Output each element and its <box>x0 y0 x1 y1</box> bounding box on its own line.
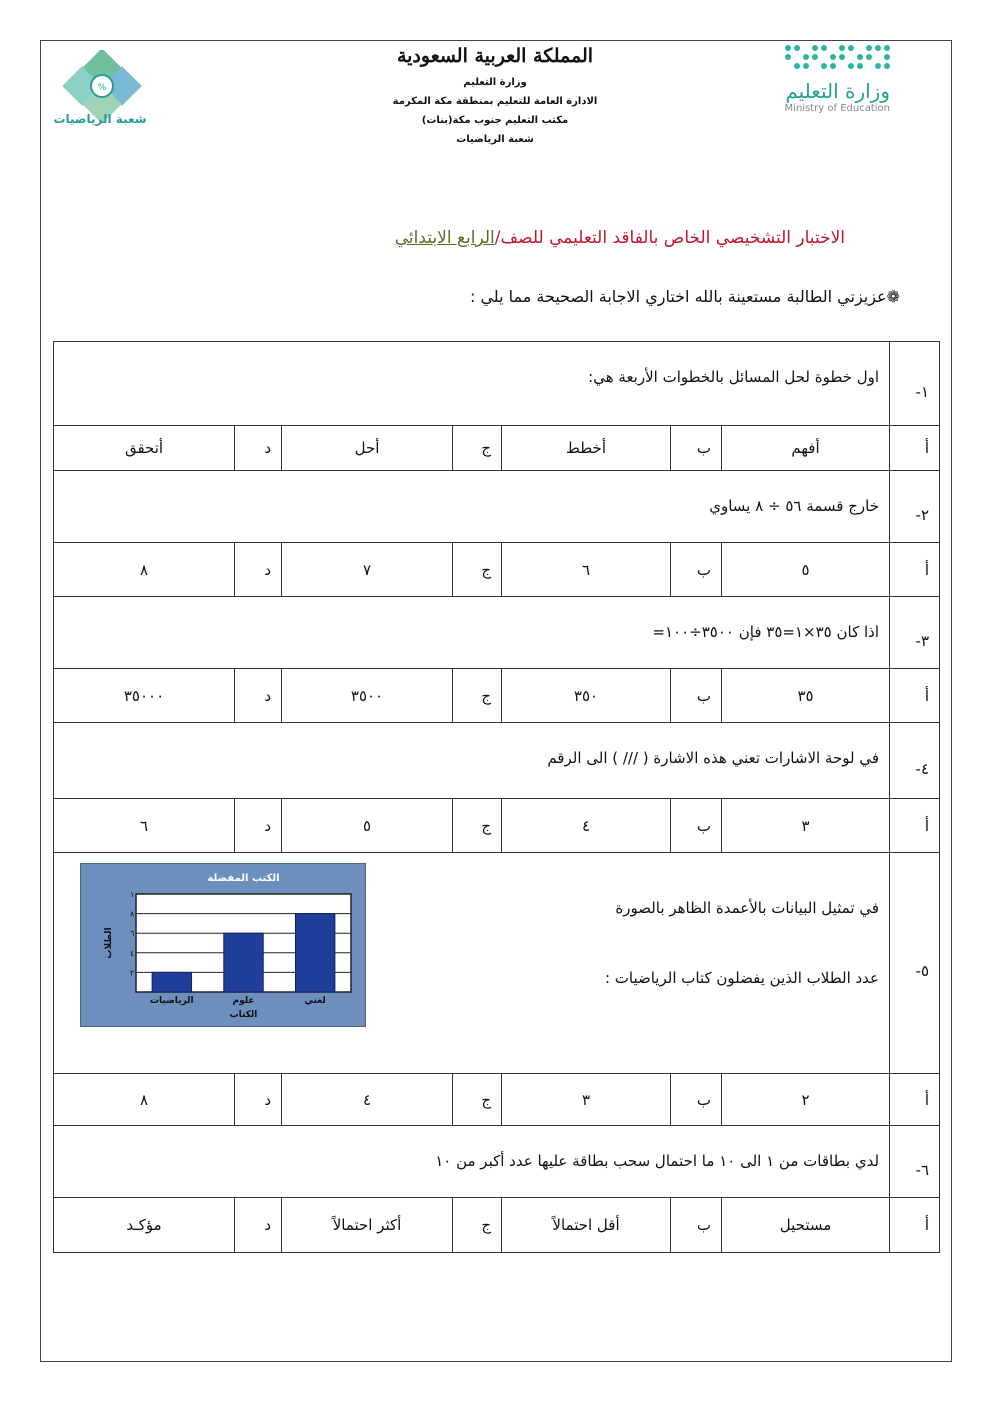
question-row <box>54 853 940 1074</box>
ministry-logo <box>770 45 890 114</box>
bar-chart <box>81 864 365 1026</box>
question-text: في لوحة الاشارات تعني هذه الاشارة ( /// ) الى الرقم <box>54 723 890 799</box>
option-d[interactable]: ٦ <box>54 799 235 853</box>
question-text: في تمثيل البيانات بالأعمدة الظاهر بالصورة <box>615 899 880 917</box>
option-b[interactable]: ٤ <box>502 799 671 853</box>
option-label-d: د <box>235 1198 282 1253</box>
question-row <box>54 1126 940 1198</box>
option-b[interactable]: أخطط <box>502 426 671 471</box>
question-number: ٣- <box>890 597 940 669</box>
question-number: ٢- <box>890 471 940 543</box>
option-c[interactable]: أحل <box>282 426 453 471</box>
option-c[interactable]: ٧ <box>282 543 453 597</box>
question-number: ٥- <box>890 853 940 1074</box>
option-label-b: ب <box>671 1198 722 1253</box>
option-a[interactable]: ٣٥ <box>722 669 890 723</box>
chart-x-axis-label: الكتاب <box>229 1010 258 1020</box>
kingdom-name: المملكة العربية السعودية <box>396 45 594 67</box>
ministry-name-english: Ministry of Education <box>784 103 890 114</box>
question-row <box>54 597 940 669</box>
header-line-office: مكتب التعليم جنوب مكة(بنات) <box>421 115 569 126</box>
option-label-c: ج <box>453 426 502 471</box>
option-label-d: د <box>235 426 282 471</box>
chart-category-label: علوم <box>232 996 255 1006</box>
option-c[interactable]: ٣٥٠٠ <box>282 669 453 723</box>
question-text: اول خطوة لحل المسائل بالخطوات الأربعة هي: <box>54 342 890 426</box>
question-text: خارج قسمة ٥٦ ÷ ٨ يساوي <box>54 471 890 543</box>
option-label-a: أ <box>890 426 940 471</box>
option-b[interactable]: أقل احتمالاً <box>502 1198 671 1253</box>
question-text: اذا كان ٣٥×١=٣٥ فإن ٣٥٠٠÷١٠٠= <box>54 597 890 669</box>
option-label-d: د <box>235 1074 282 1126</box>
header-line-directorate: الادارة العامة للتعليم بمنطقة مكة المكرمة <box>392 96 598 107</box>
option-a[interactable]: أفهم <box>722 426 890 471</box>
chart-category-label: الرياضيات <box>150 996 194 1006</box>
exam-title <box>150 228 845 248</box>
option-label-d: د <box>235 799 282 853</box>
header-center <box>330 45 660 149</box>
option-b[interactable]: ٦ <box>502 543 671 597</box>
question-row <box>54 471 940 543</box>
question-number: ١- <box>890 342 940 426</box>
options-row <box>54 1198 940 1253</box>
option-d[interactable]: ٨ <box>54 1074 235 1126</box>
option-b[interactable]: ٣ <box>502 1074 671 1126</box>
ministry-name-arabic: وزارة التعليم <box>785 79 890 103</box>
questions-table <box>53 341 940 1253</box>
chart-y-axis-label: الطلاب <box>104 927 114 959</box>
option-a[interactable]: ٣ <box>722 799 890 853</box>
question-text: لدي بطاقات من ١ الى ١٠ ما احتمال سحب بطاقة عليها عدد أكبر من ١٠ <box>54 1126 890 1198</box>
question-text-2: عدد الطلاب الذين يفضلون كتاب الرياضيات : <box>604 969 880 987</box>
exam-title-grade: الرابع الابتدائي <box>394 228 495 248</box>
chart-ytick-label: ٦ <box>130 929 135 939</box>
svg-text:%: % <box>97 83 107 93</box>
instruction: ❁عزيزتي الطالبة مستعينة بالله اختاري الاجابة الصحيحة مما يلي : <box>469 287 900 306</box>
option-c[interactable]: أكثر احتمالاً <box>282 1198 453 1253</box>
chart-ytick-label: ٨ <box>130 909 135 919</box>
option-label-d: د <box>235 543 282 597</box>
chart-bar <box>224 933 263 992</box>
chart-bar <box>295 914 334 992</box>
exam-title-main: الاختبار التشخيصي الخاص بالفاقد التعليمي للصف/ <box>494 228 845 248</box>
question-row <box>54 342 940 426</box>
option-label-a: أ <box>890 1074 940 1126</box>
option-label-b: ب <box>671 669 722 723</box>
option-label-a: أ <box>890 799 940 853</box>
option-c[interactable]: ٥ <box>282 799 453 853</box>
option-a[interactable]: مستحيل <box>722 1198 890 1253</box>
options-row <box>54 669 940 723</box>
option-label-c: ج <box>453 799 502 853</box>
options-row <box>54 543 940 597</box>
option-d[interactable]: مؤكـد <box>54 1198 235 1253</box>
question-number: ٦- <box>890 1126 940 1198</box>
bar-chart-image <box>80 863 366 1027</box>
option-label-c: ج <box>453 543 502 597</box>
option-label-a: أ <box>890 543 940 597</box>
chart-category-label: لغتي <box>304 996 326 1006</box>
option-label-b: ب <box>671 543 722 597</box>
option-d[interactable]: ٨ <box>54 543 235 597</box>
option-label-c: ج <box>453 669 502 723</box>
chart-ytick-label: ١٠ <box>130 890 139 899</box>
option-c[interactable]: ٤ <box>282 1074 453 1126</box>
ministry-logo-dots <box>770 45 890 69</box>
question-row <box>54 723 940 799</box>
dept-logo-text: شعبة الرياضيات <box>53 112 147 126</box>
option-label-a: أ <box>890 1198 940 1253</box>
header-line-section: شعبة الرياضيات <box>456 134 534 145</box>
option-d[interactable]: أتحقق <box>54 426 235 471</box>
option-label-a: أ <box>890 669 940 723</box>
options-row <box>54 799 940 853</box>
option-b[interactable]: ٣٥٠ <box>502 669 671 723</box>
chart-title: الكتب المفضلة <box>207 873 280 884</box>
option-label-b: ب <box>671 426 722 471</box>
question-number: ٤- <box>890 723 940 799</box>
options-row <box>54 426 940 471</box>
question-cell <box>54 853 890 1074</box>
chart-bar <box>152 972 191 992</box>
option-label-c: ج <box>453 1198 502 1253</box>
option-a[interactable]: ٥ <box>722 543 890 597</box>
option-d[interactable]: ٣٥٠٠٠ <box>54 669 235 723</box>
option-label-b: ب <box>671 1074 722 1126</box>
chart-ytick-label: ٤ <box>130 948 135 958</box>
option-label-c: ج <box>453 1074 502 1126</box>
option-a[interactable]: ٢ <box>722 1074 890 1126</box>
chart-ytick-label: ٢ <box>130 968 135 978</box>
header-line-ministry: وزارة التعليم <box>463 77 527 88</box>
options-row <box>54 1074 940 1126</box>
option-label-d: د <box>235 669 282 723</box>
option-label-b: ب <box>671 799 722 853</box>
